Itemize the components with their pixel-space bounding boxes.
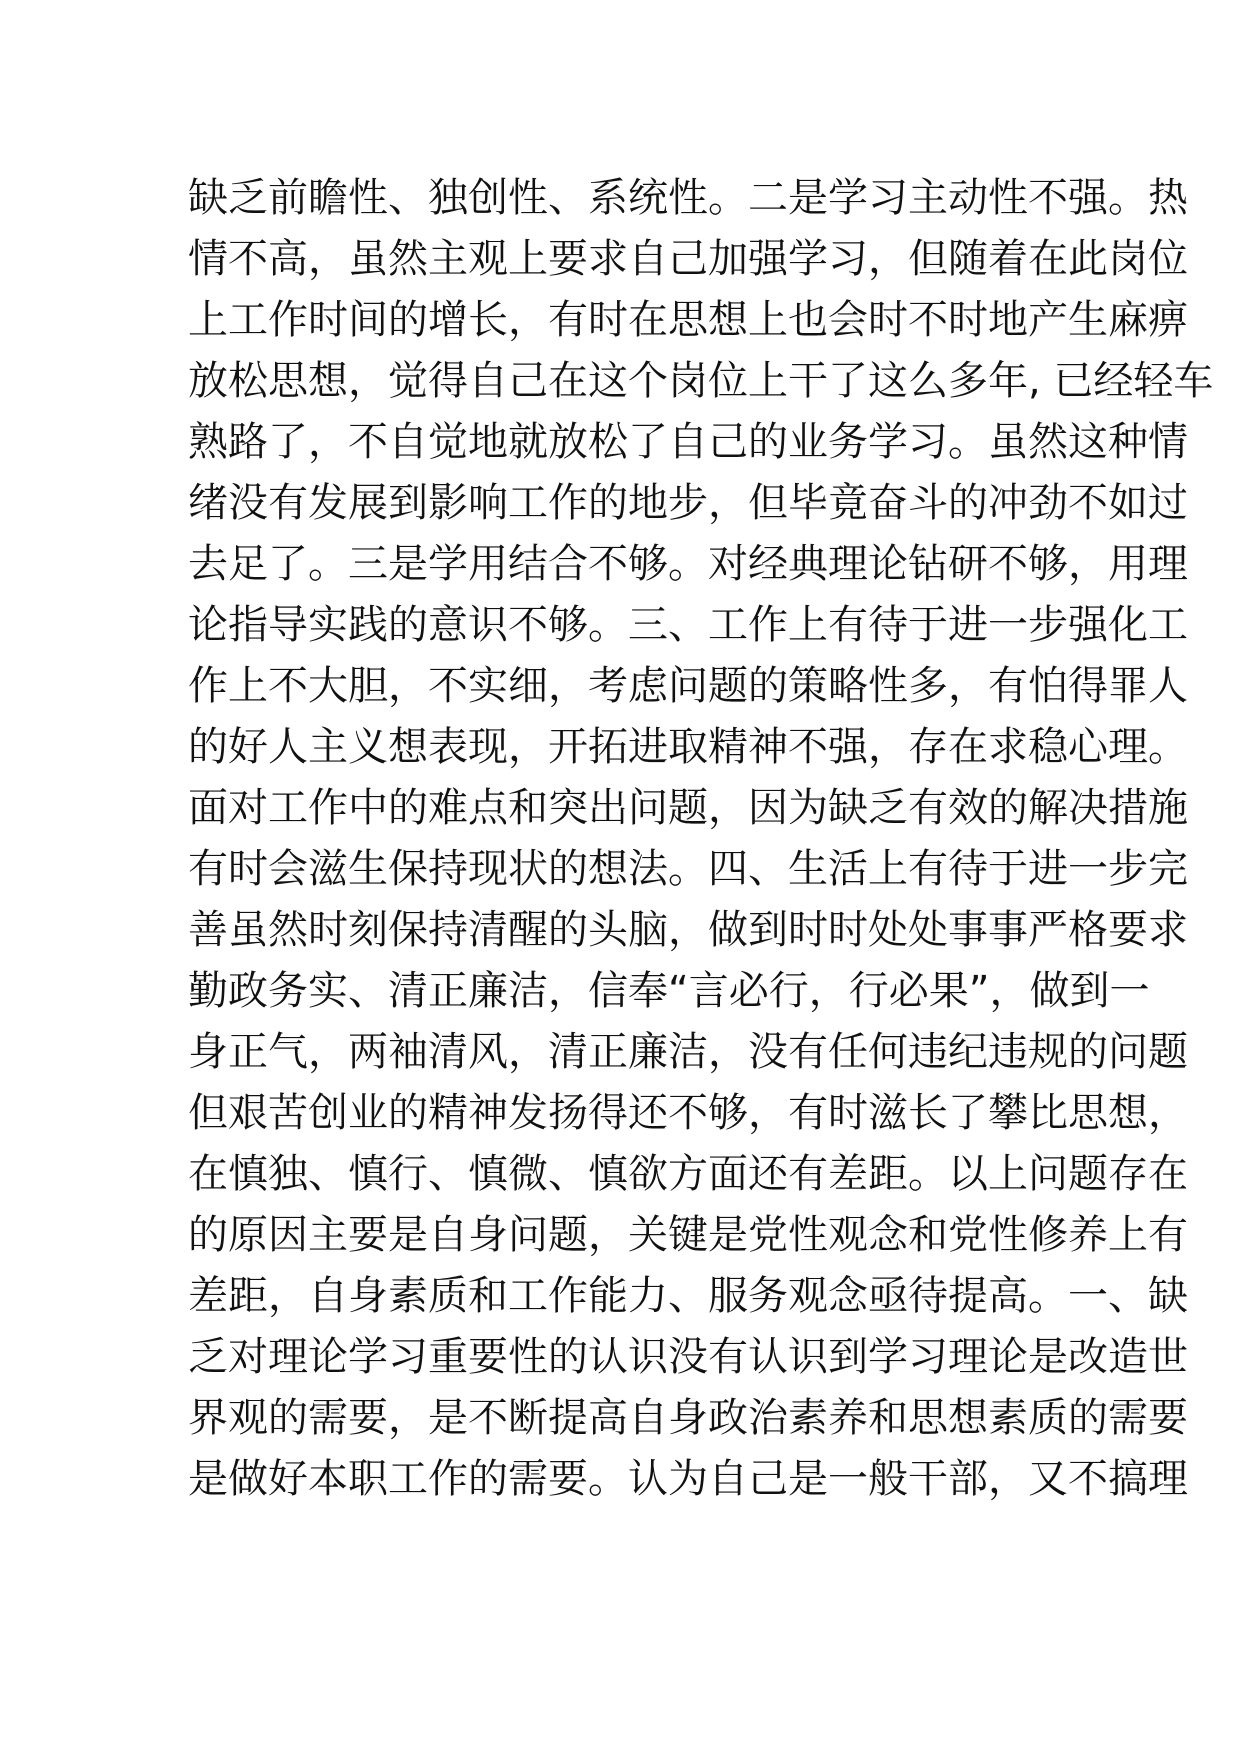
text-line: 的好人主义想表现，开拓进取精神不强，存在求稳心理。 — [188, 724, 1188, 770]
text-line: 论指导实践的意识不够。三、工作上有待于进一步强化工 — [188, 602, 1188, 648]
text-line: 放松思想，觉得自己在这个岗位上干了这么多年, 已经轻车 — [188, 358, 1214, 404]
text-line: 在慎独、慎行、慎微、慎欲方面还有差距。以上问题存在 — [188, 1151, 1188, 1197]
text-line: 乏对理论学习重要性的认识没有认识到学习理论是改造世 — [188, 1334, 1188, 1380]
text-line: 差距，自身素质和工作能力、服务观念亟待提高。一、缺 — [188, 1273, 1188, 1319]
text-line: 勤政务实、清正廉洁，信奉“言必行，行必果”，做到一 — [188, 968, 1150, 1014]
text-line: 是做好本职工作的需要。认为自己是一般干部，又不搞理 — [188, 1456, 1188, 1502]
text-line: 去足了。三是学用结合不够。对经典理论钻研不够，用理 — [188, 541, 1188, 587]
text-line: 绪没有发展到影响工作的地步，但毕竟奋斗的冲劲不如过 — [188, 480, 1188, 526]
text-line: 有时会滋生保持现状的想法。四、生活上有待于进一步完 — [188, 846, 1188, 892]
text-line: 界观的需要，是不断提高自身政治素养和思想素质的需要 — [188, 1395, 1188, 1441]
text-line: 但艰苦创业的精神发扬得还不够，有时滋长了攀比思想， — [188, 1090, 1188, 1136]
text-line: 上工作时间的增长，有时在思想上也会时不时地产生麻痹 — [188, 297, 1188, 343]
text-line: 面对工作中的难点和突出问题，因为缺乏有效的解决措施 — [188, 785, 1188, 831]
text-line: 作上不大胆，不实细，考虑问题的策略性多，有怕得罪人 — [188, 663, 1188, 709]
text-line: 缺乏前瞻性、独创性、系统性。二是学习主动性不强。热 — [188, 175, 1188, 221]
text-line: 熟路了，不自觉地就放松了自己的业务学习。虽然这种情 — [188, 419, 1188, 465]
text-line: 善虽然时刻保持清醒的头脑，做到时时处处事事严格要求 — [188, 907, 1188, 953]
text-line: 的原因主要是自身问题，关键是党性观念和党性修养上有 — [188, 1212, 1188, 1258]
text-line: 情不高，虽然主观上要求自己加强学习，但随着在此岗位 — [188, 236, 1188, 282]
body-text — [188, 168, 1214, 1510]
text-line: 身正气，两袖清风，清正廉洁，没有任何违纪违规的问题 — [188, 1029, 1188, 1075]
